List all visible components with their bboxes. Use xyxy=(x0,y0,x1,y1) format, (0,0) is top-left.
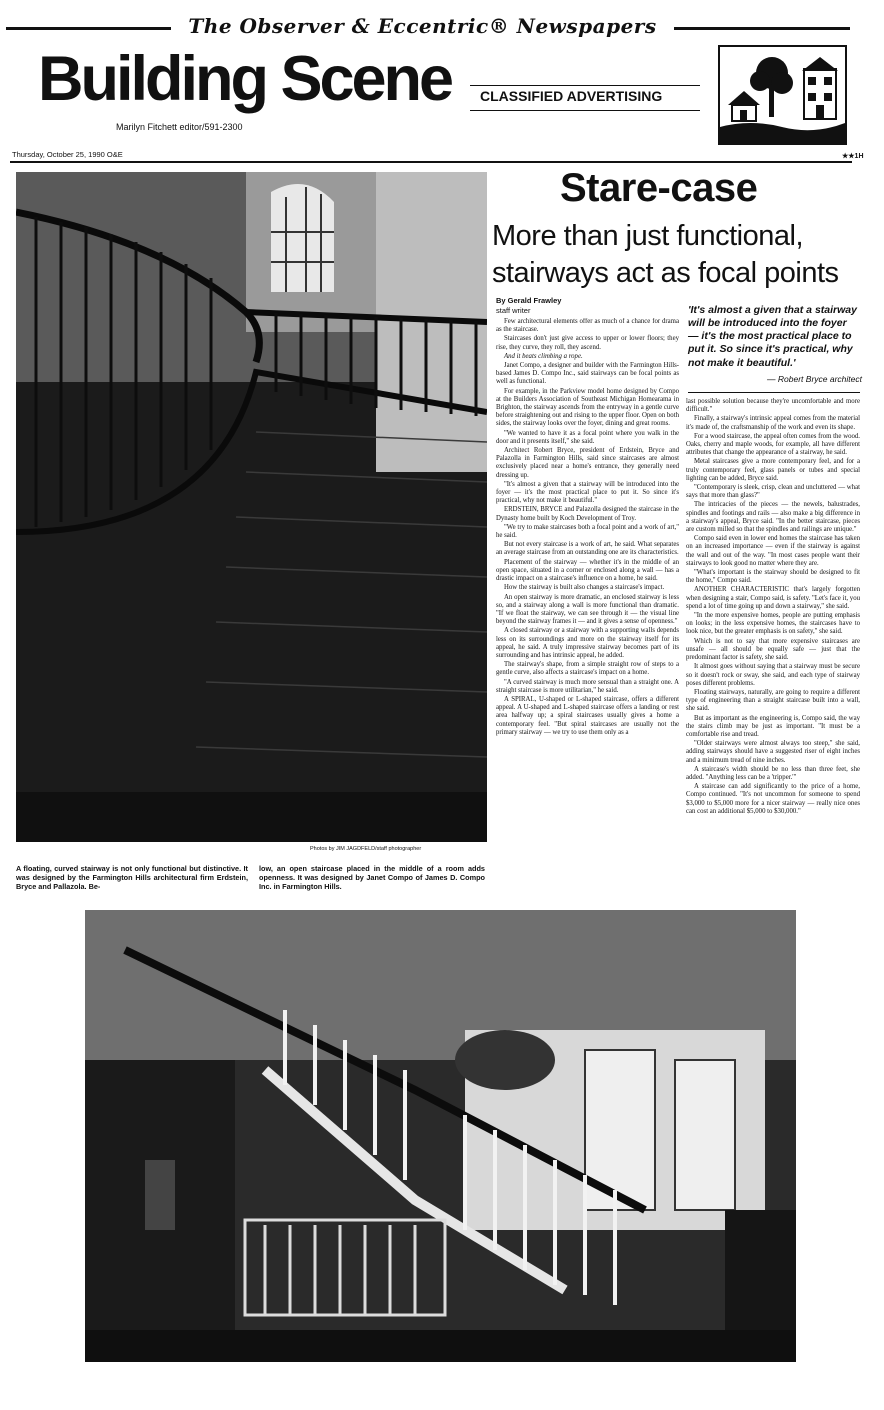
masthead-rule xyxy=(674,27,850,30)
paragraph: For a wood staircase, the appeal often comes from the wood. Oaks, cherry and maple woods, for example, all have different attributes that change the appearance of a stairway, he said. xyxy=(686,432,860,457)
paragraph: A staircase's width should be no less than three feet, she added. "Anything less can be a 'tripper.'" xyxy=(686,765,860,781)
paragraph: Architect Robert Bryce, president of Erdstein, Bryce and Palazolla in Farmington Hills, said since staircases are almost exclusively placed near a home's entrance, they generally need dressing up. xyxy=(496,447,679,479)
paragraph: "It's almost a given that a stairway will be introduced into the foyer — it's the most practical place to put it. So since it's practical, why not make it beautiful." xyxy=(496,480,679,505)
pull-quote: 'It's almost a given that a stairway will be introduced into the foyer — it's the most practical place to put it. So since it's practical, why not make it beautiful.' xyxy=(688,304,857,369)
photo-credit: Photos by JIM JAGDFELD/staff photographer xyxy=(310,846,422,852)
paragraph: It almost goes without saying that a stairway must be secure so it doesn't rock or sway, she said, and each type of stairway poses different problems. xyxy=(686,663,860,687)
section-title: Building Scene xyxy=(38,44,452,114)
editor-line: Marilyn Fitchett editor/591-2300 xyxy=(116,122,243,132)
deck-line-2: stairways act as focal points xyxy=(492,257,839,289)
edition-mark: ★★1H xyxy=(842,153,864,160)
open-staircase-photo xyxy=(85,910,796,1362)
paragraph: Finally, a stairway's intrinsic appeal comes from the material it's made of, the craftsmanship of the work and even its shape. xyxy=(686,415,860,431)
deck-line-1: More than just functional, xyxy=(492,220,804,252)
newspaper-name: The Observer & Eccentric® Newspapers xyxy=(188,14,657,38)
photo-caption-left: A floating, curved stairway is not only functional but distinctive. It was designed by the Farmington Hills architectural firm Erdstein, Bryce and Pallazola. Be- xyxy=(16,864,248,892)
paragraph: But as important as the engineering is, Compo said, the way the stairs climb may be just as important. "It must be a comfortable rise and tread. xyxy=(686,714,860,738)
house-logo-icon xyxy=(718,45,847,145)
photo-caption-right: low, an open staircase placed in the middle of a room adds openness. It was designed by Janet Compo of James D. Compo Inc. in Farmington Hills. xyxy=(259,864,485,892)
paragraph: A SPIRAL, U-shaped or L-shaped staircase, offers a different appeal. A U-shaped and L-shaped staircase offers a landing or rest area halfway up; a spiral staircases usually gives a home a contemporary feel. "But spiral staircases are usually not the primary stairway — we try to use them only as a xyxy=(496,695,679,736)
paragraph: Few architectural elements offer as much of a chance for drama as the staircase. xyxy=(496,318,679,334)
dateline-rule xyxy=(10,161,852,163)
article-column-1 xyxy=(496,318,679,896)
paragraph: But not every staircase is a work of art, he said. What separates an average staircase from an outstanding one are its characteristics. xyxy=(496,541,679,557)
headline: Stare-case xyxy=(560,166,758,210)
byline-name: By Gerald Frawley xyxy=(496,296,562,305)
paragraph: "We try to make staircases both a focal point and a work of art," he said. xyxy=(496,523,679,540)
paragraph: "Older stairways were almost always too steep," she said, adding stairways should have a suggested riser of eight inches and a minimum tread of nine inches. xyxy=(686,740,860,764)
paragraph: Floating stairways, naturally, are going to require a different type of engineering than a straight staircase built into a wall, she said. xyxy=(686,688,860,713)
curved-staircase-photo xyxy=(16,172,487,842)
paragraph: The stairway's shape, from a simple straight row of steps to a gentle curve, also affects a staircase's impact on a home. xyxy=(496,661,679,677)
masthead-rule xyxy=(6,27,171,30)
paragraph: And it beats climbing a rope. xyxy=(504,352,583,360)
paragraph: ANOTHER CHARACTERISTIC that's largely forgotten when designing a stair, Compo said, is safety. "Let's face it, you spend a lot of time going up and down a stairway," she said. xyxy=(686,586,860,610)
pull-quote-rule xyxy=(688,392,860,393)
paragraph: "We wanted to have it as a focal point where you walk in the door and it presents itself," she said. xyxy=(496,429,679,445)
byline-role: staff writer xyxy=(496,306,531,315)
paragraph: For example, in the Parkview model home designed by Compo at the Builders Association of Southeast Michigan Homearama in Brighton, the stairway ascends from the entryway in a gentle curve before straightening out and rising to the upper floor. Open on both sides, the stairway looks over the foyer, dining and great rooms. xyxy=(496,387,679,428)
paragraph: A closed stairway or a stairway with a supporting walls depends less on its surroundings and more on the stairway itself for its appeal, he said. A truly impressive stairway becomes part of its surrounding and has intrinsic appeal, he added. xyxy=(496,627,679,659)
paragraph: Placement of the stairway — whether it's in the middle of an open space, situated in a corner or enclosed along a wall — has a drastic impact on a staircase's influence on a home, he said. xyxy=(496,558,679,583)
paragraph: last possible solution because they're uncomfortable and more difficult." xyxy=(686,398,860,414)
paragraph: How the stairway is built also changes a staircase's impact. xyxy=(504,584,665,592)
paragraph: ERDSTEIN, BRYCE and Palazolla designed the staircase in the Dynasty home built by Koch Development of Troy. xyxy=(496,506,679,522)
paragraph: Compo said even in lower end homes the staircase has taken on an increased importance — even if the stairway is against the wall and out of the way. "In most cases people want their stairways to look good no matter where they are. xyxy=(686,535,860,567)
paragraph: "In the more expensive homes, people are putting emphasis on looks; in the less expensive homes, the staircases have to look nice, but the greater emphasis is on safety," she said. xyxy=(686,612,860,636)
paragraph: "A curved stairway is much more sensual than a straight one. A straight staircase is more utilitarian," he said. xyxy=(496,678,679,694)
dateline: Thursday, October 25, 1990 O&E xyxy=(12,150,123,159)
paragraph: The intricacies of the pieces — the newels, balustrades, spindles and footings and rails — also make a big difference in a stairway's appeal, Bryce said. "In the better staircase, pieces are custom milled so that the spindles and railings are unique." xyxy=(686,501,860,534)
paragraph: "What's important is the stairway should be designed to fit the home," Compo said. xyxy=(686,569,860,585)
paragraph: A staircase can add significantly to the price of a home, Compo continued. "It's not uncommon for someone to spend $3,000 to $5,000 more for a nicer stairway — really nice ones can cost an additional $5,000 to $30,000." xyxy=(686,783,860,815)
classified-label: CLASSIFIED ADVERTISING xyxy=(480,88,663,104)
paragraph: Which is not to say that more expensive staircases are unsafe — all should be equally safe — just that the predominant factor is safety, she said. xyxy=(686,637,860,662)
paragraph: "Contemporary is sleek, crisp, clean and uncluttered — what says that more than glass?" xyxy=(686,484,860,500)
paragraph: Janet Compo, a designer and builder with the Farmington Hills-based James D. Compo Inc., said stairways can be focal points as well as functional. xyxy=(496,362,679,386)
article-column-2 xyxy=(686,398,860,896)
paragraph: Metal staircases give a more contemporary feel, and for a truly contemporary feel, glass panels or tubes and special lighting can be added, Bryce said. xyxy=(686,458,860,482)
paragraph: An open stairway is more dramatic, an enclosed stairway is less so, and a stairway along a wall is more functional than dramatic. "If we float the stairway, we can see through it — the visual line beyond the stairway frames it — and it gives a sense of openness." xyxy=(496,593,679,626)
paragraph: Staircases don't just give access to upper or lower floors; they rise, they curve, they roll, they ascend. xyxy=(496,335,679,351)
pull-quote-attribution: — Robert Bryce architect xyxy=(767,374,862,384)
